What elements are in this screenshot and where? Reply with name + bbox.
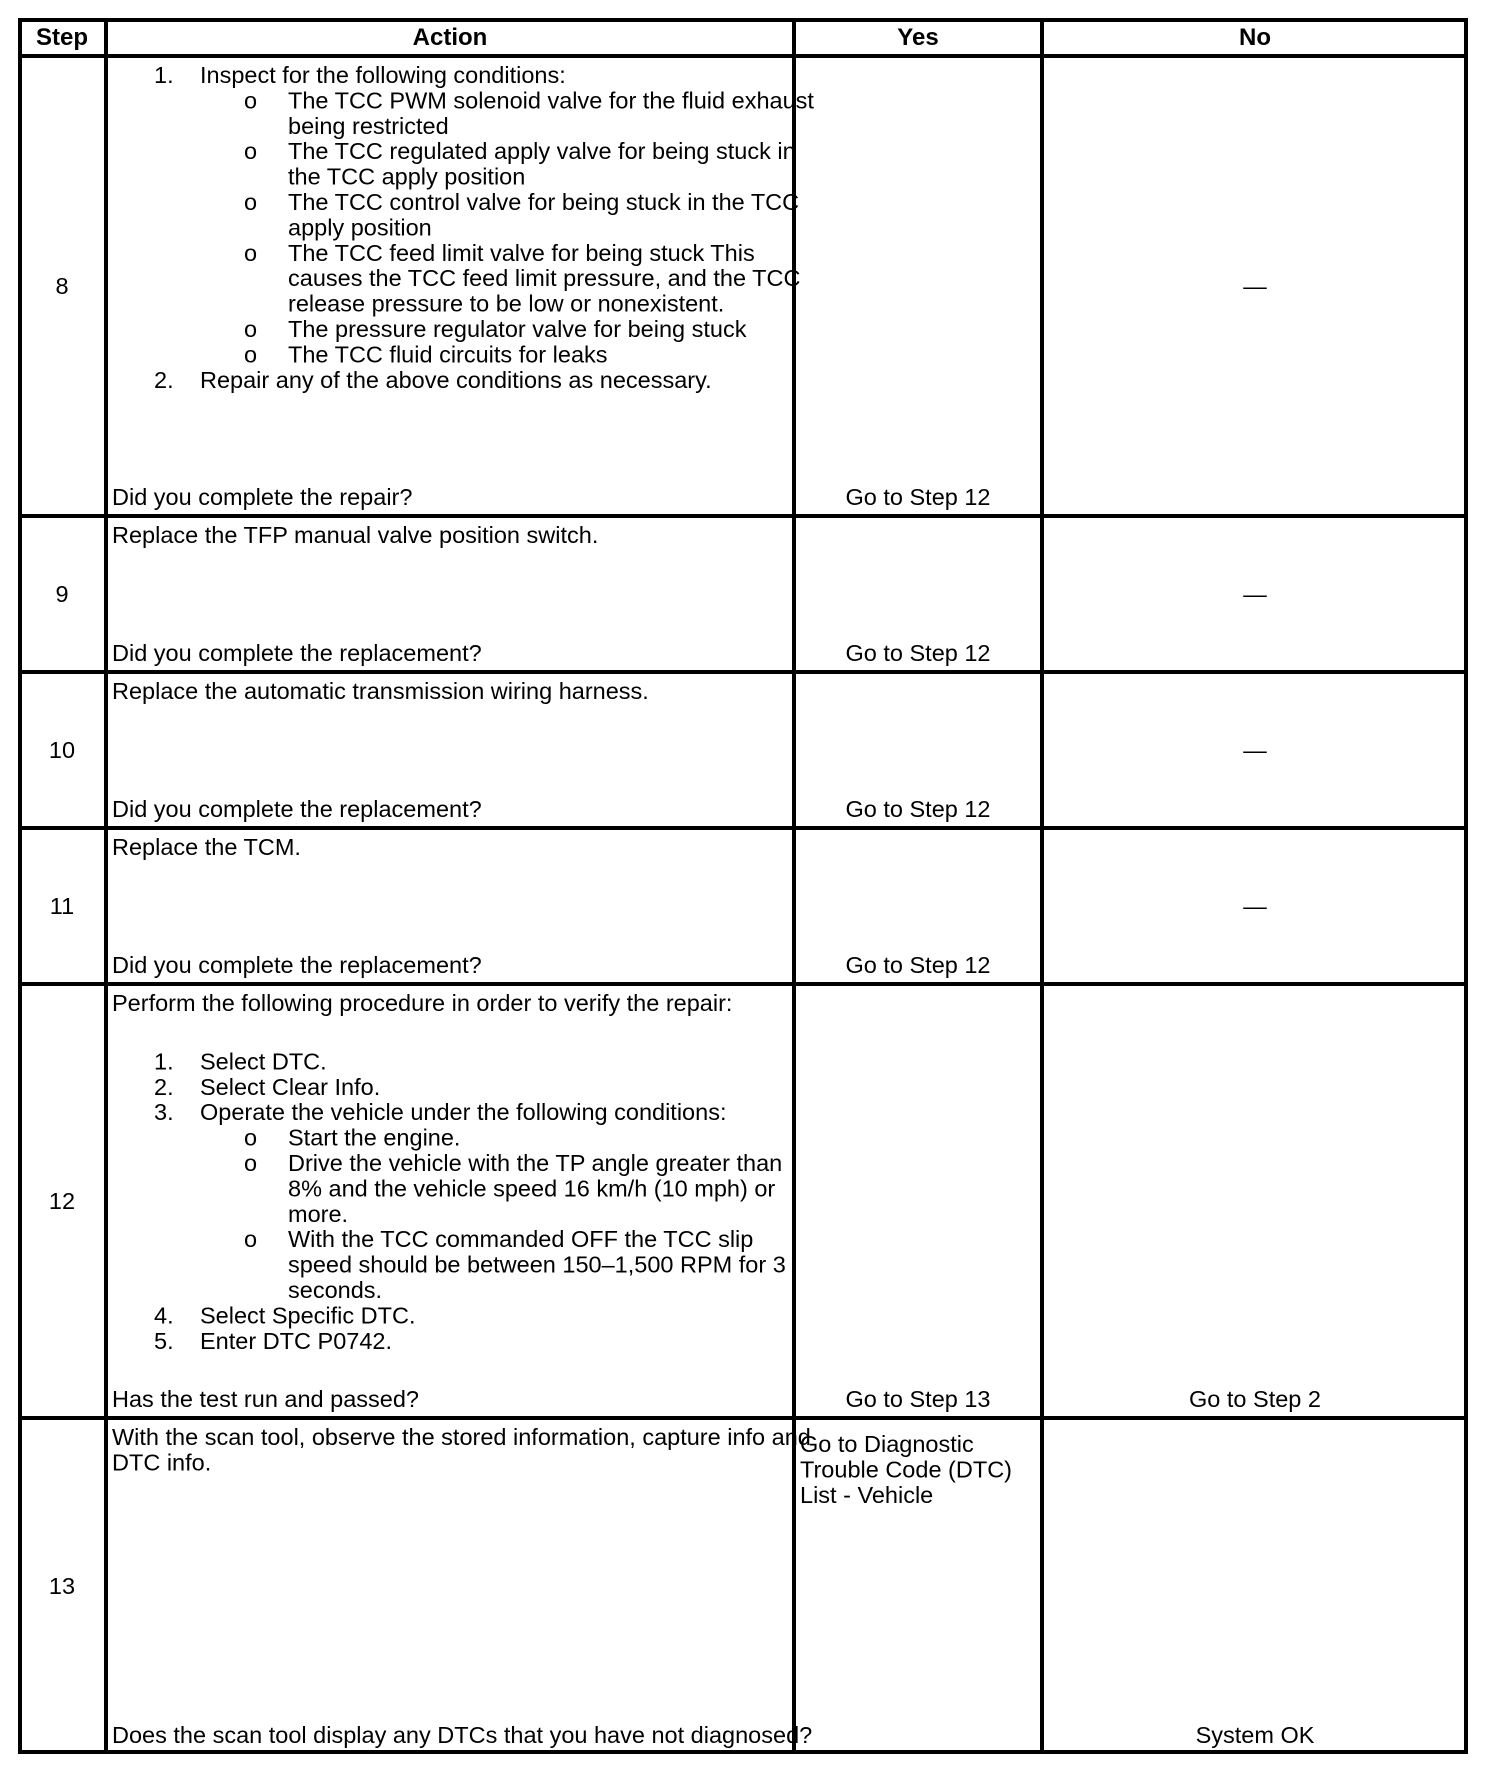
action-text: The TCC PWM solenoid valve for the fluid exhaust <box>288 87 814 114</box>
action-text: more. <box>288 1200 349 1227</box>
action-text: Perform the following procedure in order to verify the repair: <box>112 990 733 1016</box>
table-row <box>55 522 1267 666</box>
yes-result: Go to Step 12 <box>845 484 991 510</box>
bullet-marker: o <box>244 138 258 165</box>
yes-result: Go to Diagnostic <box>800 1431 974 1457</box>
yes-result: Go to Step 12 <box>845 640 991 666</box>
step-number: 9 <box>55 581 69 607</box>
bullet-marker: o <box>244 239 258 266</box>
list-number: 1. <box>154 1048 174 1075</box>
yes-result: Trouble Code (DTC) <box>800 1456 1012 1483</box>
bullet-marker: o <box>244 1150 258 1177</box>
action-text: speed should be between 150–1,500 RPM for 3 <box>288 1251 786 1278</box>
action-text: DTC info. <box>112 1449 212 1476</box>
bullet-marker: o <box>244 316 258 342</box>
bullet-marker: o <box>244 341 258 368</box>
action-question: Did you complete the replacement? <box>112 796 482 822</box>
action-question: Did you complete the replacement? <box>112 640 482 666</box>
action-text: 8% and the vehicle speed 16 km/h (10 mph) or <box>288 1175 776 1202</box>
action-text: Inspect for the following conditions: <box>200 62 566 88</box>
action-text: seconds. <box>288 1277 383 1304</box>
action-text: With the TCC commanded OFF the TCC slip <box>288 1226 754 1253</box>
action-text: release pressure to be low or nonexistent. <box>288 290 725 317</box>
action-text: Operate the vehicle under the following conditions: <box>200 1099 727 1126</box>
step-number: 13 <box>48 1573 76 1599</box>
step-number: 12 <box>48 1188 76 1214</box>
list-number: 2. <box>154 366 174 393</box>
action-text: Enter DTC P0742. <box>200 1327 393 1354</box>
action-question: Has the test run and passed? <box>112 1386 420 1412</box>
action-text: The TCC fluid circuits for leaks <box>288 341 608 368</box>
no-result: — <box>1243 737 1267 763</box>
list-number: 3. <box>154 1099 174 1126</box>
action-text: Select DTC. <box>200 1048 327 1075</box>
action-text: Start the engine. <box>288 1124 461 1151</box>
action-text: apply position <box>288 214 432 241</box>
yes-result: Go to Step 12 <box>845 952 991 978</box>
no-result: System OK <box>1195 1722 1315 1748</box>
action-text: being restricted <box>288 112 449 139</box>
action-question: Did you complete the replacement? <box>112 952 482 978</box>
action-text: Select Specific DTC. <box>200 1302 416 1329</box>
action-text: The pressure regulator valve for being stuck <box>288 316 747 342</box>
action-question: Does the scan tool display any DTCs that you have not diagnosed? <box>112 1722 813 1748</box>
yes-result: Go to Step 13 <box>845 1386 991 1412</box>
action-text: With the scan tool, observe the stored information, capture info and <box>112 1424 811 1450</box>
list-number: 4. <box>154 1302 174 1329</box>
bullet-marker: o <box>244 1226 258 1253</box>
header-yes: Yes <box>897 24 939 51</box>
header-no: No <box>1239 24 1271 51</box>
step-number: 10 <box>48 737 76 763</box>
action-text: Replace the TCM. <box>112 834 301 860</box>
no-result: — <box>1243 893 1267 919</box>
list-number: 2. <box>154 1073 174 1100</box>
no-result: — <box>1243 581 1267 607</box>
yes-result: List - Vehicle <box>800 1481 934 1508</box>
table-row <box>49 678 1267 822</box>
list-number: 5. <box>154 1327 174 1354</box>
action-text: The TCC feed limit valve for being stuck This <box>288 239 755 266</box>
bullet-marker: o <box>244 1124 258 1151</box>
action-text: The TCC regulated apply valve for being stuck in <box>288 138 796 165</box>
diagnostic-table <box>18 18 1468 1754</box>
action-text: Replace the automatic transmission wiring harness. <box>112 678 649 704</box>
step-number: 8 <box>55 273 69 299</box>
action-text: Replace the TFP manual valve position switch. <box>112 522 599 548</box>
no-result: — <box>1243 273 1267 299</box>
table-row <box>50 834 1267 978</box>
yes-result: Go to Step 12 <box>845 796 991 822</box>
table-row <box>49 1424 1315 1748</box>
header-step: Step <box>35 24 89 51</box>
action-text: Repair any of the above conditions as necessary. <box>200 366 712 393</box>
step-number: 11 <box>49 893 75 919</box>
table-row <box>55 62 1267 510</box>
action-text: the TCC apply position <box>288 163 526 190</box>
list-number: 1. <box>154 62 174 88</box>
action-text: Select Clear Info. <box>200 1073 381 1100</box>
action-question: Did you complete the repair? <box>112 484 413 510</box>
bullet-marker: o <box>244 87 258 114</box>
no-result: Go to Step 2 <box>1189 1386 1321 1412</box>
header-action: Action <box>412 24 488 51</box>
bullet-marker: o <box>244 189 258 215</box>
action-text: causes the TCC feed limit pressure, and the TCC <box>288 265 801 292</box>
action-text: The TCC control valve for being stuck in the TCC <box>288 189 800 215</box>
action-text: Drive the vehicle with the TP angle greater than <box>288 1150 783 1177</box>
table-row <box>49 990 1321 1412</box>
